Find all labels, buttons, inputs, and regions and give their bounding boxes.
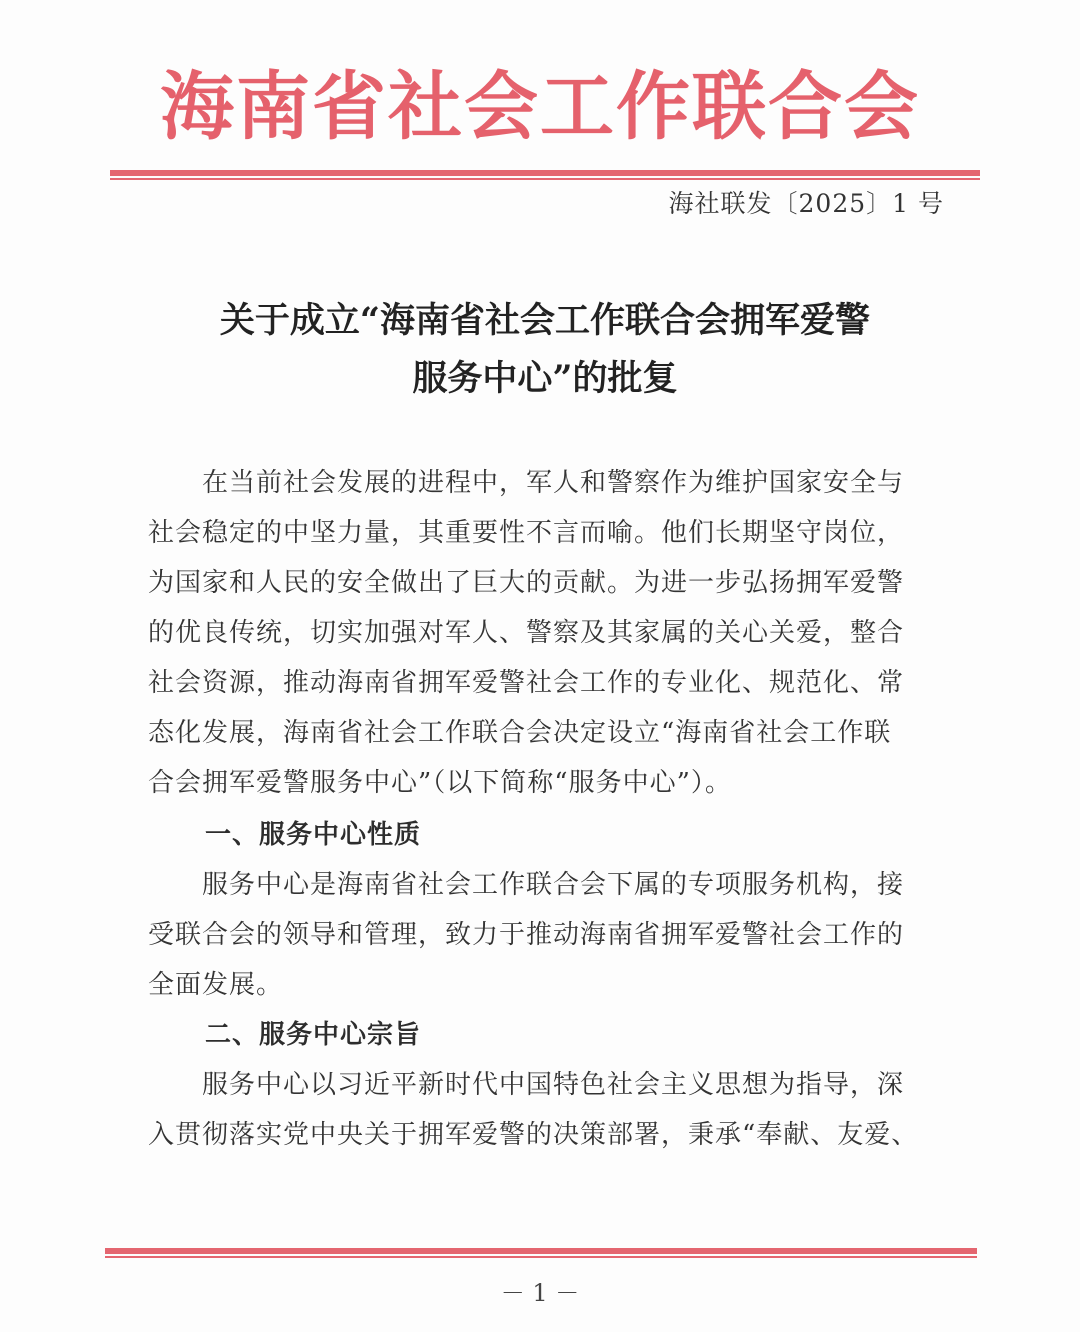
paragraph-line: 服务中心是海南省社会工作联合会下属的专项服务机构，接 — [148, 870, 905, 900]
paragraph-line: 社会稳定的中坚力量，其重要性不言而喻。他们长期坚守岗位， — [148, 518, 905, 548]
footer-red-rule — [105, 1248, 977, 1254]
document-title-line-2: 服务中心”的批复 — [412, 358, 678, 399]
paragraph-line: 受联合会的领导和管理，致力于推动海南省拥军爱警社会工作的 — [148, 920, 905, 950]
section-nature-paragraph — [148, 860, 948, 1010]
org-header-title: 海南省社会工作联合会 — [160, 64, 920, 150]
page-number: － 1 － — [500, 1279, 580, 1307]
section-heading-nature: 一、服务中心性质 — [205, 820, 422, 850]
paragraph-line: 服务中心以习近平新时代中国特色社会主义思想为指导，深 — [148, 1070, 905, 1100]
paragraph-line: 入贯彻落实党中央关于拥军爱警的决策部署，秉承“奉献、友爱、 — [148, 1120, 919, 1150]
document-title-line-1: 关于成立“海南省社会工作联合会拥军爱警 — [219, 300, 871, 341]
paragraph-line: 为国家和人民的安全做出了巨大的贡献。为进一步弘扬拥军爱警 — [148, 568, 905, 598]
paragraph-line: 态化发展，海南省社会工作联合会决定设立“海南省社会工作联 — [148, 718, 892, 748]
intro-paragraph — [148, 458, 948, 808]
section-purpose-paragraph — [148, 1060, 948, 1160]
section-heading-purpose: 二、服务中心宗旨 — [205, 1020, 422, 1050]
paragraph-line: 合会拥军爱警服务中心”（以下简称“服务中心”）。 — [148, 768, 732, 798]
paragraph-line: 社会资源，推动海南省拥军爱警社会工作的专业化、规范化、常 — [148, 668, 905, 698]
document-number: 海社联发〔2025〕1 号 — [668, 189, 944, 218]
document-title — [110, 292, 980, 408]
header-red-rule — [110, 170, 980, 176]
paragraph-line: 的优良传统，切实加强对军人、警察及其家属的关心关爱，整合 — [148, 618, 905, 648]
paragraph-line: 全面发展。 — [148, 970, 284, 1000]
paragraph-line: 在当前社会发展的进程中，军人和警察作为维护国家安全与 — [148, 468, 905, 498]
